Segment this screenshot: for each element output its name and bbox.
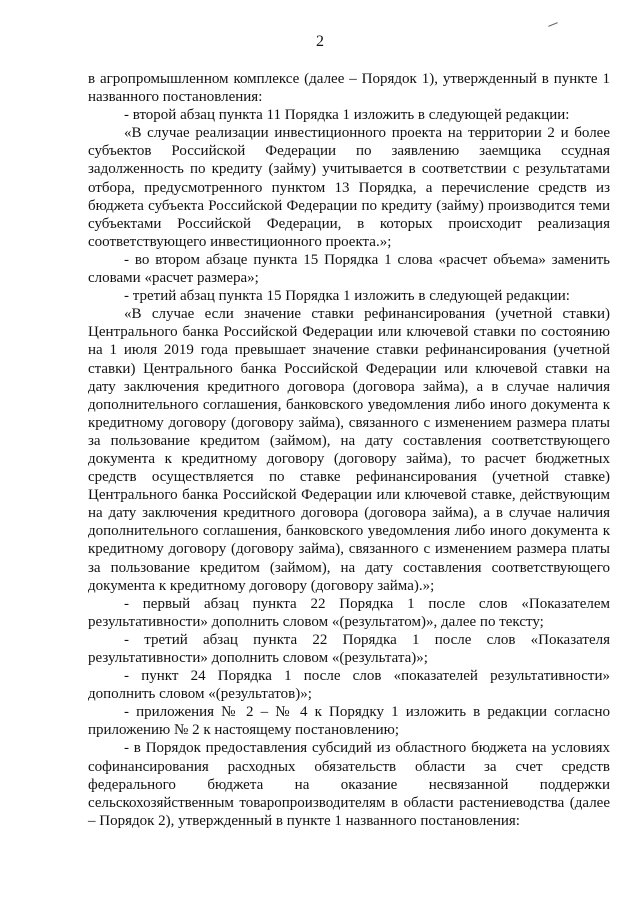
paragraph-continuation: в агропромышленном комплексе (далее – Порядок 1), утвержденный в пункте 1 названного постановления: xyxy=(88,71,610,106)
scan-mark xyxy=(548,22,558,27)
paragraph-quote-11: «В случае реализации инвестиционного проекта на территории 2 и более субъектов Российской Федерации по заявлению заемщика ссудная задолженность по кредиту (займу) учитывается в соответствии с результатами отбора, предусмотренного пунктом 13 Порядка, а перечисление средств из бюджета субъекта Российской Федерации по кредиту (займу) производится теми субъектами Российской Федерации, в которых происходит реализация соответствующего инвестиционного проекта.»; xyxy=(88,125,610,250)
paragraph-order-2: - в Порядок предоставления субсидий из областного бюджета на условиях софинансирования расходных обязательств области за счет средств федерального бюджета на оказание несвязанной поддержки сельскохозяйственным товаропроизводителям в области растениеводства (далее – Порядок 2), утвержденный в пункте 1 названного постановления: xyxy=(88,740,610,829)
paragraph-item-22-first: - первый абзац пункта 22 Порядка 1 после слов «Показателем результативности» дополнить словом «(результатом)», далее по тексту; xyxy=(88,595,610,630)
paragraph-item-11: - второй абзац пункта 11 Порядка 1 изложить в следующей редакции: xyxy=(124,107,570,124)
paragraph-quote-15: «В случае если значение ставки рефинансирования (учетной ставки) Центрального банка Российской Федерации или ключевой ставки по состоянию на 1 июля 2019 года превышает значение ставки рефинансирования (учетной ставки) Центрального банка Российской Федерации или ключевой ставки на дату заключения кредитного договора (договора займа), а в случае наличия дополнительного соглашения, банковского уведомления либо иного документа к кредитному договору (договору займа), связанного с изменением размера платы за пользование кредитом (займом), на дату составления соответствующего документа к кредитному договору (договору займа), то расчет бюджетных средств осуществляется по ставке рефинансирования (учетной ставке) Центрального банка Российской Федерации или ключевой ставке, действующим на дату заключения кредитного договора (договора займа), а в случае наличия дополнительного соглашения, банковского уведомления либо иного документа к кредитному договору (договору займа), связанного с изменением размера платы за пользование кредитом (займом), на дату составления соответствующего документа к кредитному договору (договору займа).»; xyxy=(88,306,610,594)
paragraph-appendices: - приложения № 2 – № 4 к Порядку 1 изложить в редакции согласно приложению № 2 к настоящему постановлению; xyxy=(88,704,610,739)
paragraph-item-15-second: - во втором абзаце пункта 15 Порядка 1 слова «расчет объема» заменить словами «расчет размера»; xyxy=(88,251,610,287)
paragraph-item-22-third: - третий абзац пункта 22 Порядка 1 после слов «Показателя результативности» дополнить словом «(результата)»; xyxy=(88,631,610,666)
document-body xyxy=(88,70,610,830)
page-number: 2 xyxy=(316,33,324,50)
paragraph-item-15-third: - третий абзац пункта 15 Порядка 1 изложить в следующей редакции: xyxy=(124,288,570,305)
paragraph-item-24: - пункт 24 Порядка 1 после слов «показателей результативности» дополнить словом «(результатов)»; xyxy=(88,668,610,703)
